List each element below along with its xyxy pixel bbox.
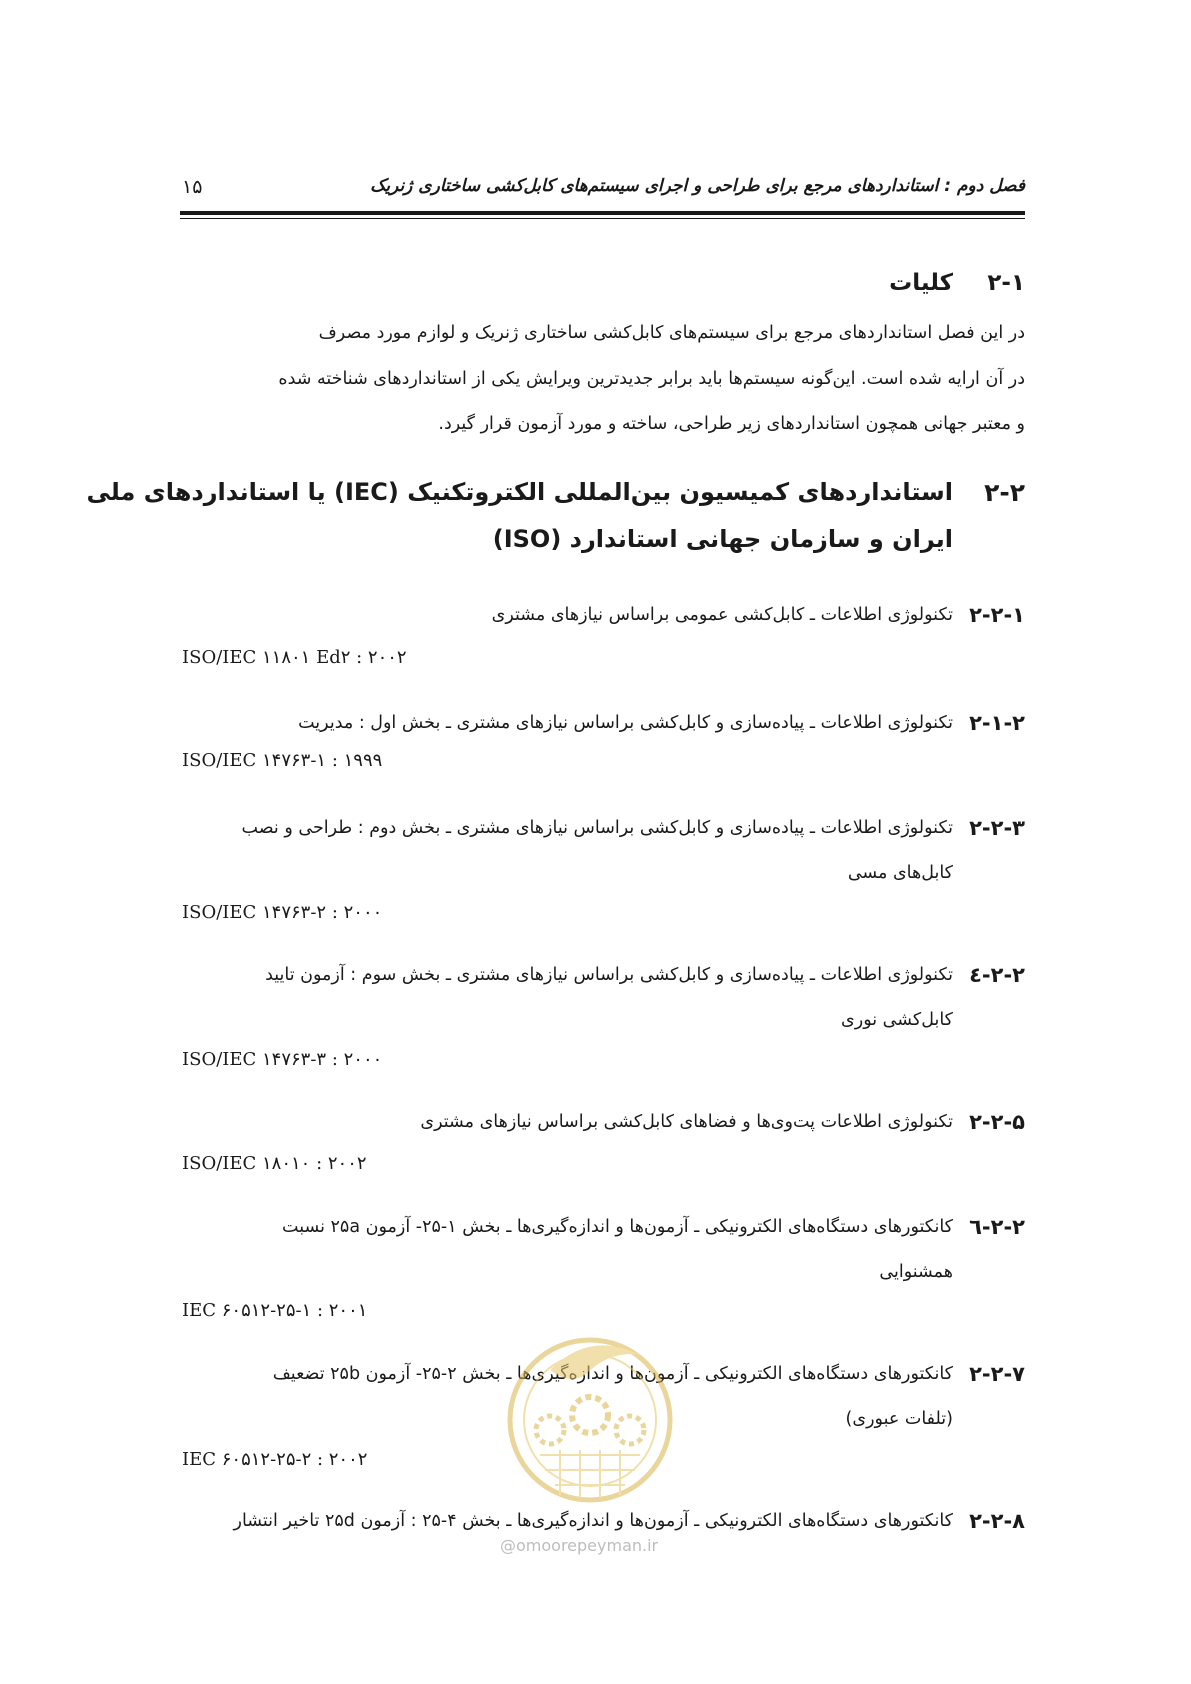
standard-code: IEC ۶۰۵۱۲-۲۵-۲ : ۲۰۰۲ [182, 1449, 368, 1470]
item-number: ۲-۲-۱ [969, 603, 1025, 627]
section-heading-general [889, 270, 1025, 296]
list-item [180, 963, 1025, 1030]
section-title-line-2: ایران و سازمان جهانی استاندارد (ISO) [492, 525, 953, 553]
header-rule-thin [180, 218, 1025, 219]
item-title: کانکتورهای دستگاه‌های الکترونیکی ـ آزمون‌ها و اندازه‌گیری‌ها ـ بخش ۱-۲۵- آزمون ۲۵a نسبت [282, 1217, 953, 1237]
list-item [180, 1509, 1025, 1539]
list-item [180, 1110, 1025, 1140]
page-number: ۱۵ [182, 176, 203, 198]
item-title-continued: کابل‌های مسی [847, 863, 953, 883]
standard-code: ISO/IEC ۱۴۷۶۳-۲ : ۲۰۰۰ [182, 902, 383, 923]
page-header [180, 176, 1025, 204]
item-number: ۲-۲-٦ [969, 1215, 1025, 1239]
item-number: ۲-۲-٤ [969, 963, 1025, 987]
paragraph-line: در آن ارایه شده است. این‌گونه سیستم‌ها باید برابر جدیدترین ویرایش یکی از استانداردهای شناخته شده [278, 369, 1025, 389]
standard-code: ISO/IEC ۱۴۷۶۳-۱ : ۱۹۹۹ [182, 750, 383, 771]
standard-code: IEC ۶۰۵۱۲-۲۵-۱ : ۲۰۰۱ [182, 1300, 368, 1321]
item-title-continued: (تلفات عبوری) [845, 1409, 953, 1429]
running-title: فصل دوم : استانداردهای مرجع برای طراحی و اجرای سیستم‌های کابل‌کشی ساختاری ژنریک [370, 176, 1025, 196]
item-title: تکنولوژی اطلاعات ـ پیاده‌سازی و کابل‌کشی براساس نیازهای مشتری ـ بخش اول : مدیریت [298, 713, 953, 733]
item-title: کانکتورهای دستگاه‌های الکترونیکی ـ آزمون‌ها و اندازه‌گیری‌ها ـ بخش ۴-۲۵ : آزمون ۲۵d تاخیر انتشار [233, 1511, 953, 1531]
watermark-site: @omoorepeyman.ir [500, 1536, 659, 1555]
standard-code: ISO/IEC ۱۱۸۰۱ Ed۲ : ۲۰۰۲ [182, 647, 407, 668]
item-title-continued: همشنوایی [879, 1262, 953, 1282]
paragraph-line: و معتبر جهانی همچون استانداردهای زیر طراحی، ساخته و مورد آزمون قرار گیرد. [438, 414, 1025, 434]
item-number: ۲-۲-۸ [969, 1509, 1025, 1533]
section-title-line-1: استانداردهای کمیسیون بین‌المللی الکتروتکنیک (IEC) یا استانداردهای ملی [86, 478, 953, 506]
list-item [180, 1215, 1025, 1282]
section-number: ۲-۲ [984, 478, 1025, 507]
item-number: ۲-۱-۲ [969, 711, 1025, 735]
item-number: ۲-۲-۵ [969, 1110, 1025, 1134]
standard-code: ISO/IEC ۱۴۷۶۳-۳ : ۲۰۰۰ [182, 1049, 383, 1070]
standard-code: ISO/IEC ۱۸۰۱۰ : ۲۰۰۲ [182, 1153, 367, 1174]
item-title: کانکتورهای دستگاه‌های الکترونیکی ـ آزمون‌ها و اندازه‌گیری‌ها ـ بخش ۲-۲۵- آزمون ۲۵b تضعیف [272, 1364, 953, 1384]
item-title: تکنولوژی اطلاعات ـ پیاده‌سازی و کابل‌کشی براساس نیازهای مشتری ـ بخش دوم : طراحی و نصب [241, 818, 953, 838]
watermark-logo-icon [490, 1310, 690, 1510]
item-title: تکنولوژی اطلاعات پت‌وی‌ها و فضاهای کابل‌کشی براساس نیازهای مشتری [420, 1112, 953, 1132]
section-number: ۲-۱ [987, 270, 1025, 296]
list-item [180, 711, 1025, 741]
list-item [180, 603, 1025, 633]
item-title: تکنولوژی اطلاعات ـ کابل‌کشی عمومی براساس نیازهای مشتری [491, 605, 953, 625]
section-title: کلیات [889, 270, 953, 296]
item-number: ۲-۲-۷ [969, 1362, 1025, 1386]
item-title-continued: کابل‌کشی نوری [841, 1010, 953, 1030]
item-title: تکنولوژی اطلاعات ـ پیاده‌سازی و کابل‌کشی براساس نیازهای مشتری ـ بخش سوم : آزمون تایید [265, 965, 953, 985]
section-heading-standards [86, 478, 1025, 568]
list-item [180, 816, 1025, 883]
paragraph-line: در این فصل استانداردهای مرجع برای سیستم‌های کابل‌کشی ساختاری ژنریک و لوازم مورد مصرف [318, 323, 1025, 343]
item-number: ۲-۲-۳ [969, 816, 1025, 840]
header-rule-thick [180, 211, 1025, 215]
